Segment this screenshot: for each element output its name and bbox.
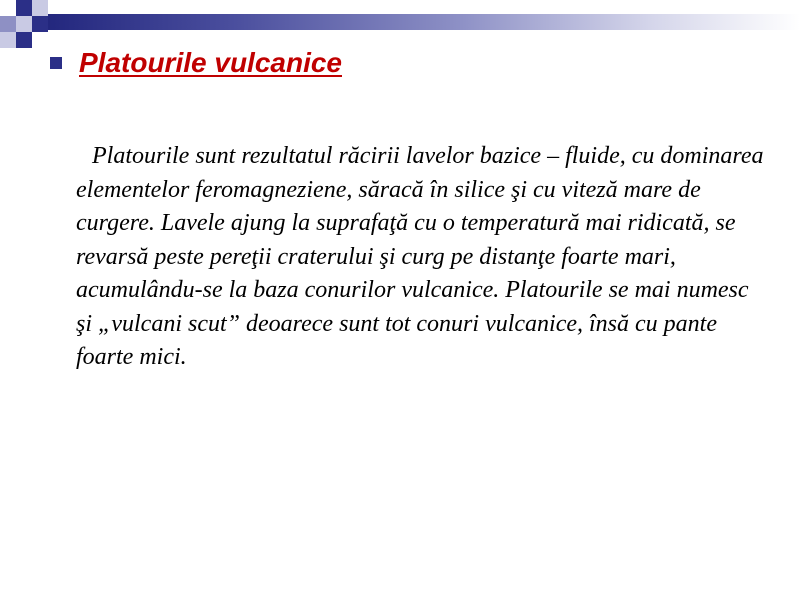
decorative-gradient-bar — [48, 14, 800, 30]
decorative-square — [32, 0, 48, 16]
decorative-square — [0, 16, 16, 32]
decorative-square — [16, 0, 32, 16]
slide-title: Platourile vulcanice — [79, 47, 342, 78]
decorative-square — [0, 32, 16, 48]
title-row — [50, 46, 342, 80]
decorative-square — [16, 16, 32, 32]
body-paragraph: Platourile sunt rezultatul răcirii lavelor bazice – fluide, cu dominarea elementelor feromagneziene, săracă în silice şi cu viteză mare de curgere. Lavele ajung la suprafaţă cu o temperatură mai ridicată, se revarsă peste pereţii craterului şi curg pe distanţe foarte mari, acumulându-se la baza conurilor vulcanice. Platourile se mai numesc şi „vulcani scut” deoarece sunt tot conuri vulcanice, însă cu pante foarte mici. — [76, 143, 764, 370]
decorative-square — [32, 16, 48, 32]
decorative-square — [16, 32, 32, 48]
bullet-square-icon — [50, 57, 62, 69]
